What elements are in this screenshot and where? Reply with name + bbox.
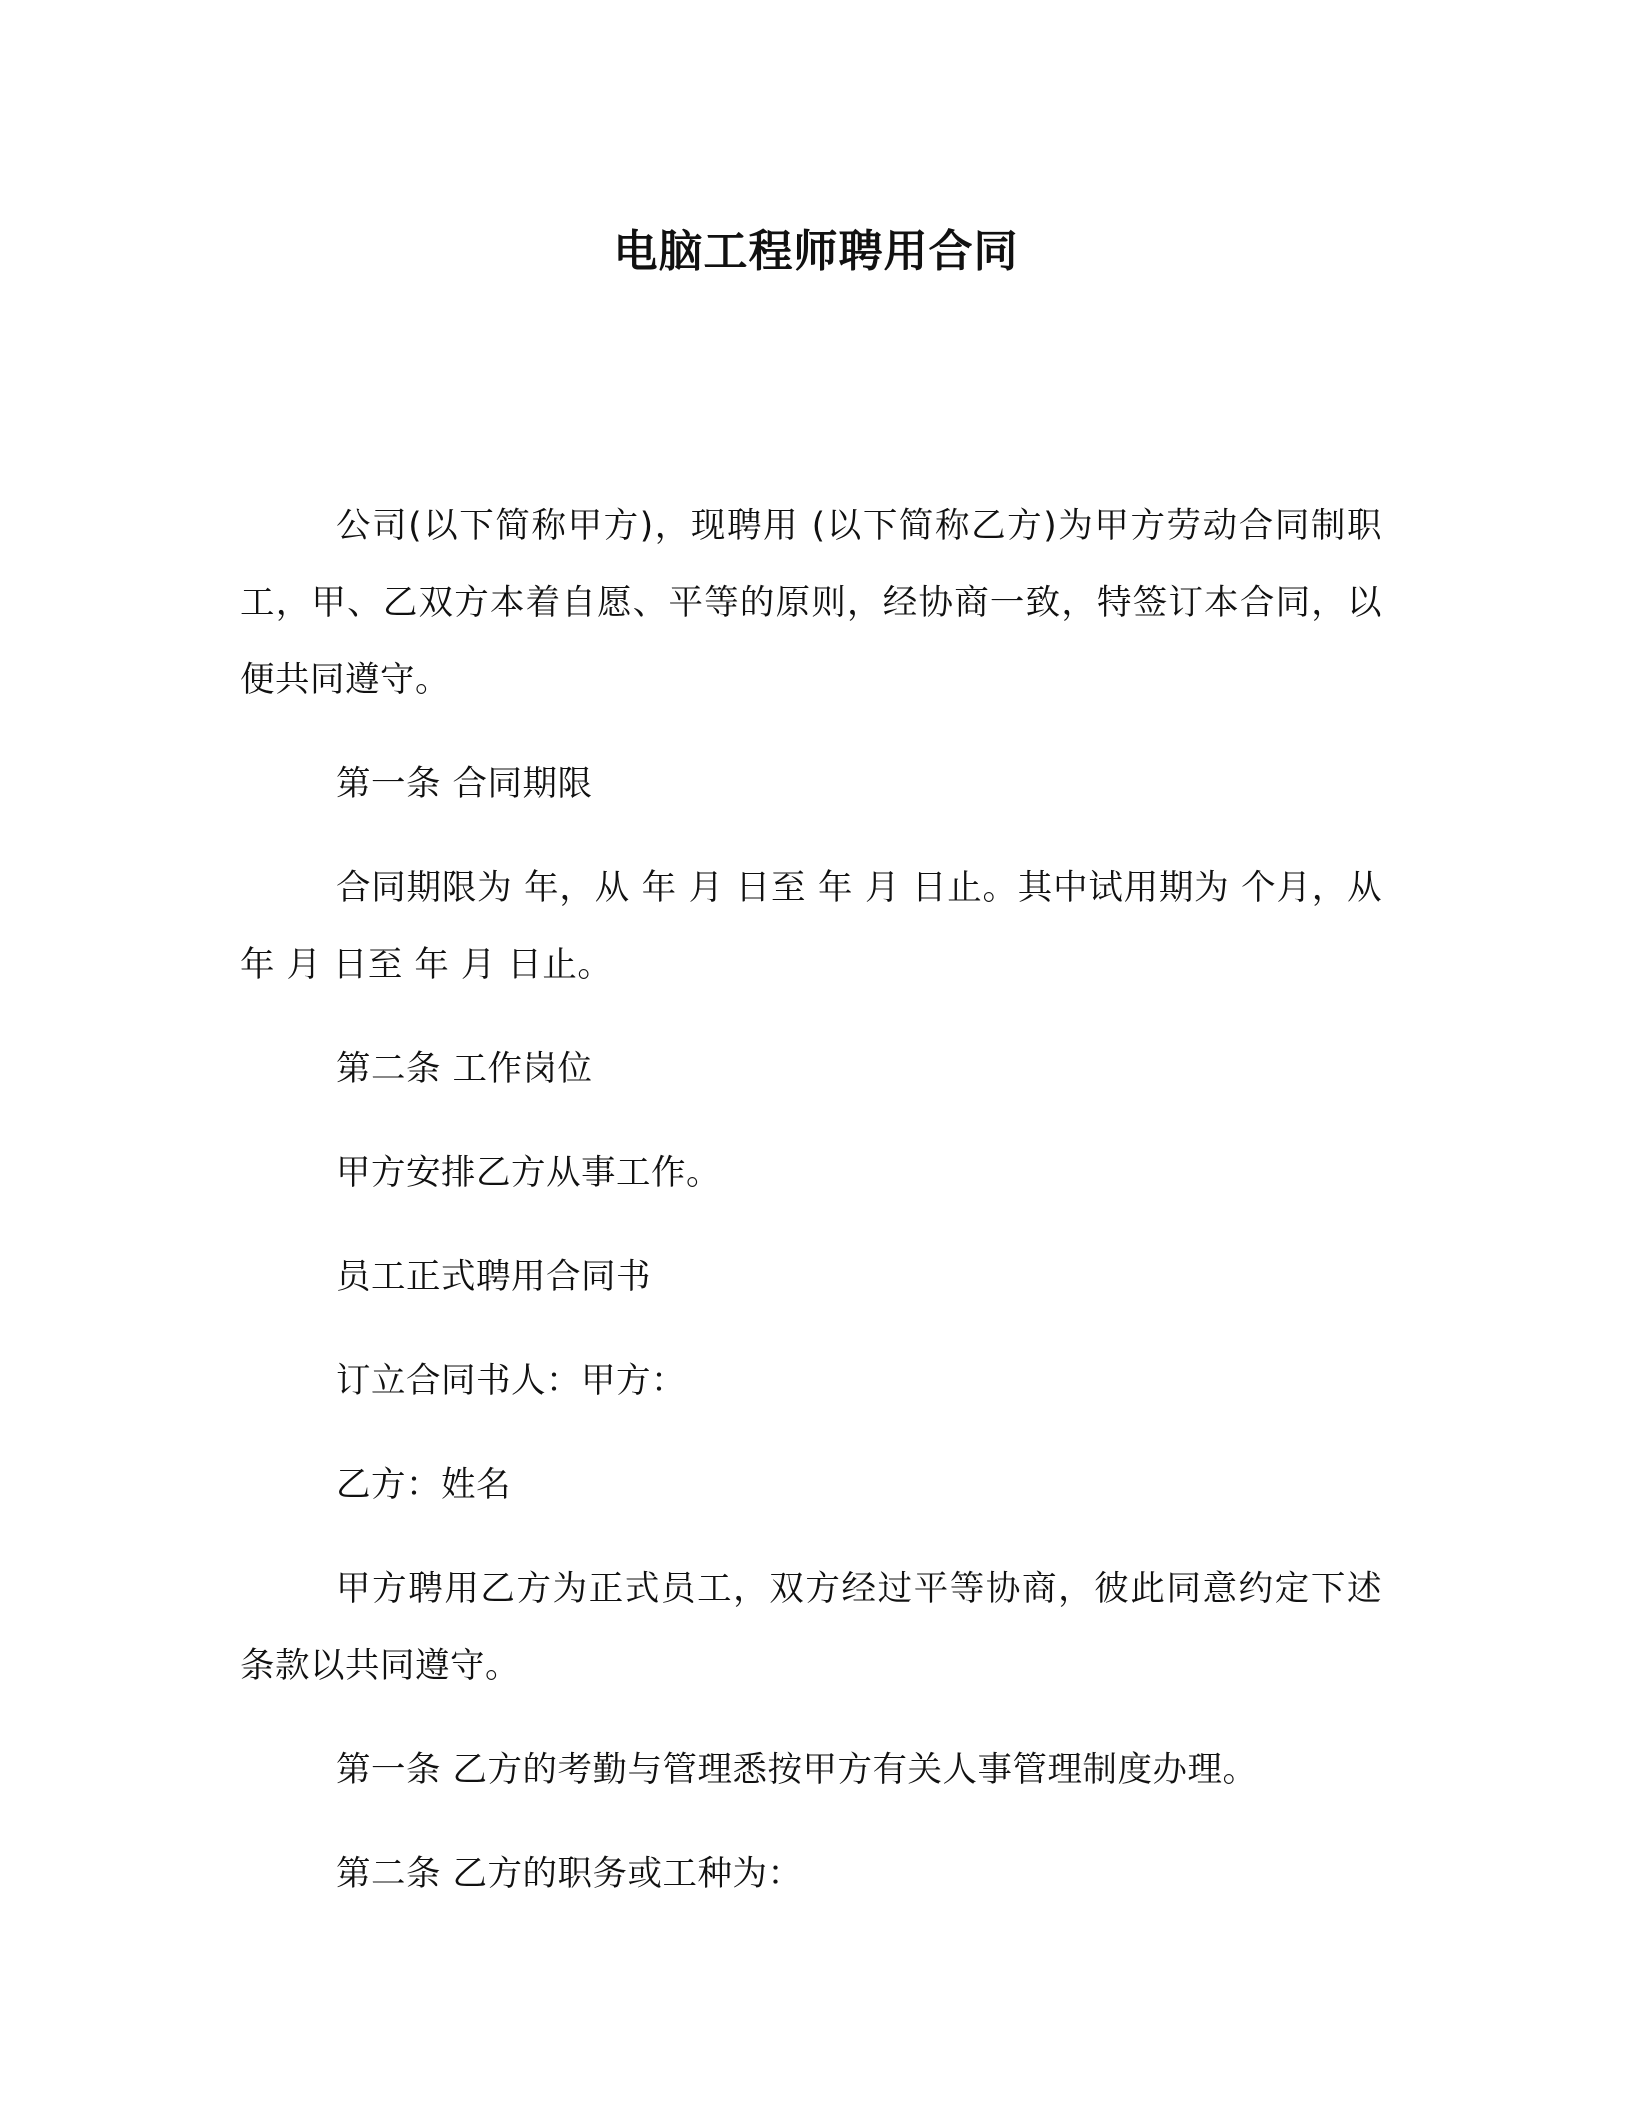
paragraph-job-assignment: 甲方安排乙方从事工作。 [336, 1153, 721, 1193]
paragraph-formal-contract-title: 员工正式聘用合同书 [336, 1257, 651, 1297]
paragraph-position-clause: 第二条 乙方的职务或工种为： [336, 1854, 803, 1894]
paragraph-attendance-clause: 第一条 乙方的考勤与管理悉按甲方有关人事管理制度办理。 [336, 1750, 1258, 1790]
paragraph-article-2-heading: 第二条 工作岗位 [336, 1049, 593, 1089]
paragraph-article-1-heading: 第一条 合同期限 [336, 764, 593, 804]
paragraph-party-b: 乙方：姓名 [336, 1465, 511, 1505]
document-body [240, 488, 1382, 1940]
paragraph-intro: 公司(以下简称甲方)，现聘用 (以下简称乙方)为甲方劳动合同制职工，甲、乙双方本着自愿、平等的原则，经协商一致，特签订本合同，以便共同遵守。 [240, 506, 1382, 700]
document-title: 电脑工程师聘用合同 [613, 226, 1019, 277]
paragraph-agreement: 甲方聘用乙方为正式员工，双方经过平等协商，彼此同意约定下述条款以共同遵守。 [240, 1569, 1382, 1686]
paragraph-contract-term: 合同期限为 年，从 年 月 日至 年 月 日止。其中试用期为 个月，从 年 月 日至 年 月 日止。 [240, 868, 1382, 985]
paragraph-party-a: 订立合同书人：甲方： [336, 1361, 686, 1401]
